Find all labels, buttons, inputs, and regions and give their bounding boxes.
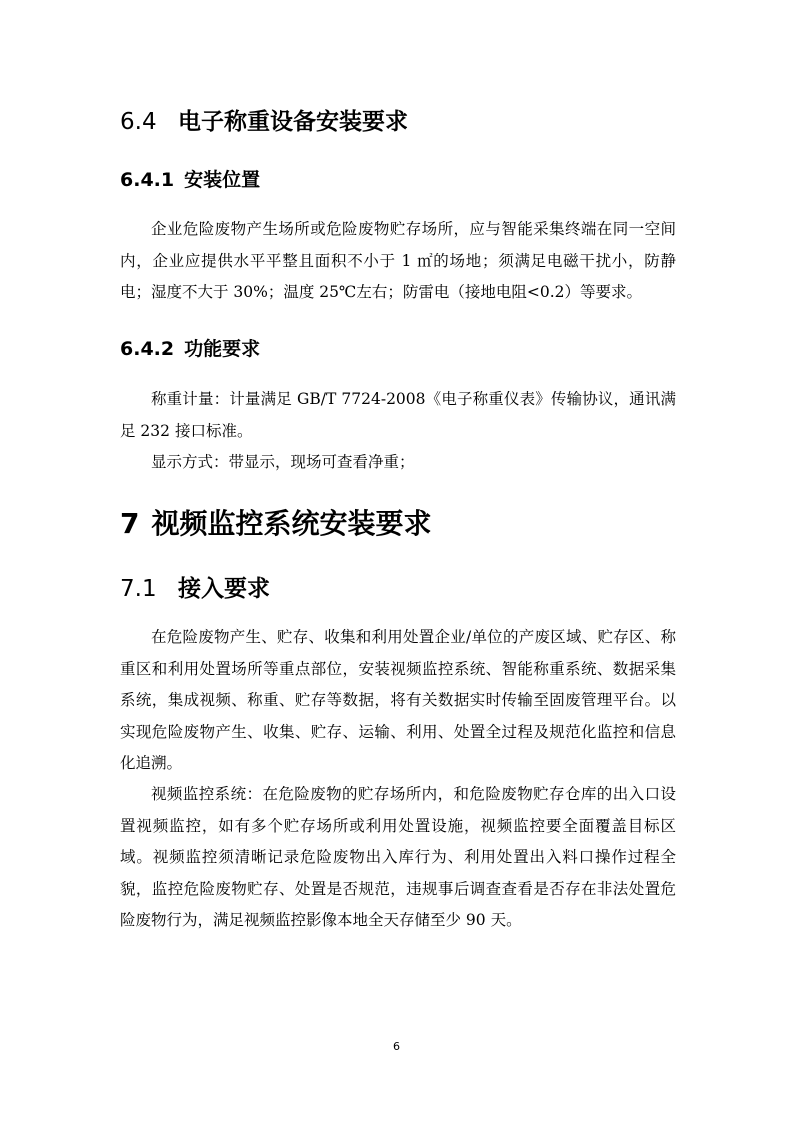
heading-title: 视频监控系统安装要求 (151, 507, 432, 540)
paragraph-access: 在危险废物产生、贮存、收集和利用处置企业/单位的产废区域、贮存区、称重区和利用处置场所等重点部位，安装视频监控系统、智能称重系统、数据采集系统，集成视频、称重、贮存等数据，将有关数据实时传输至固废管理平台。以实现危险废物产生、收集、贮存、运输、利用、处置全过程及规范化监控和信息化追溯。 (120, 628, 676, 773)
heading-7-1 (120, 570, 270, 603)
paragraph-install-location: 企业危险废物产生场所或危险废物贮存场所，应与智能采集终端在同一空间内，企业应提供水平平整且面积不小于 1 ㎡的场地；须满足电磁干扰小，防静电；湿度不大于 30%；温度 25℃左右；防雷电（接地电阻<0.2）等要求。 (120, 220, 676, 302)
heading-title: 接入要求 (178, 576, 270, 602)
paragraph-video-system: 视频监控系统：在危险废物的贮存场所内，和危险废物贮存仓库的出入口设置视频监控，如有多个贮存场所或利用处置设施，视频监控要全面覆盖目标区域。视频监控须清晰记录危险废物出入库行为、利用处置出入料口操作过程全貌，监控危险废物贮存、处置是否规范，违规事后调查查看是否存在非法处置危险废物行为，满足视频监控影像本地全天存储至少 90 天。 (120, 785, 676, 930)
heading-6-4 (120, 103, 408, 136)
heading-6-4-1 (120, 165, 260, 192)
heading-number: 7.1 (120, 576, 157, 602)
heading-title: 功能要求 (184, 338, 261, 360)
heading-number: 6.4.1 (120, 169, 175, 191)
heading-title: 电子称重设备安装要求 (178, 109, 408, 135)
heading-number: 6.4 (120, 109, 157, 135)
heading-7 (120, 502, 432, 542)
paragraph-weighing: 称重计量：计量满足 GB/T 7724-2008《电子称重仪表》传输协议，通讯满足 232 接口标准。 (120, 390, 676, 440)
heading-number: 6.4.2 (120, 338, 175, 360)
heading-6-4-2 (120, 334, 260, 361)
paragraph-display: 显示方式：带显示，现场可查看净重； (151, 453, 415, 471)
heading-number: 7 (120, 507, 140, 540)
page-number: 6 (393, 1040, 400, 1053)
heading-title: 安装位置 (184, 169, 261, 191)
